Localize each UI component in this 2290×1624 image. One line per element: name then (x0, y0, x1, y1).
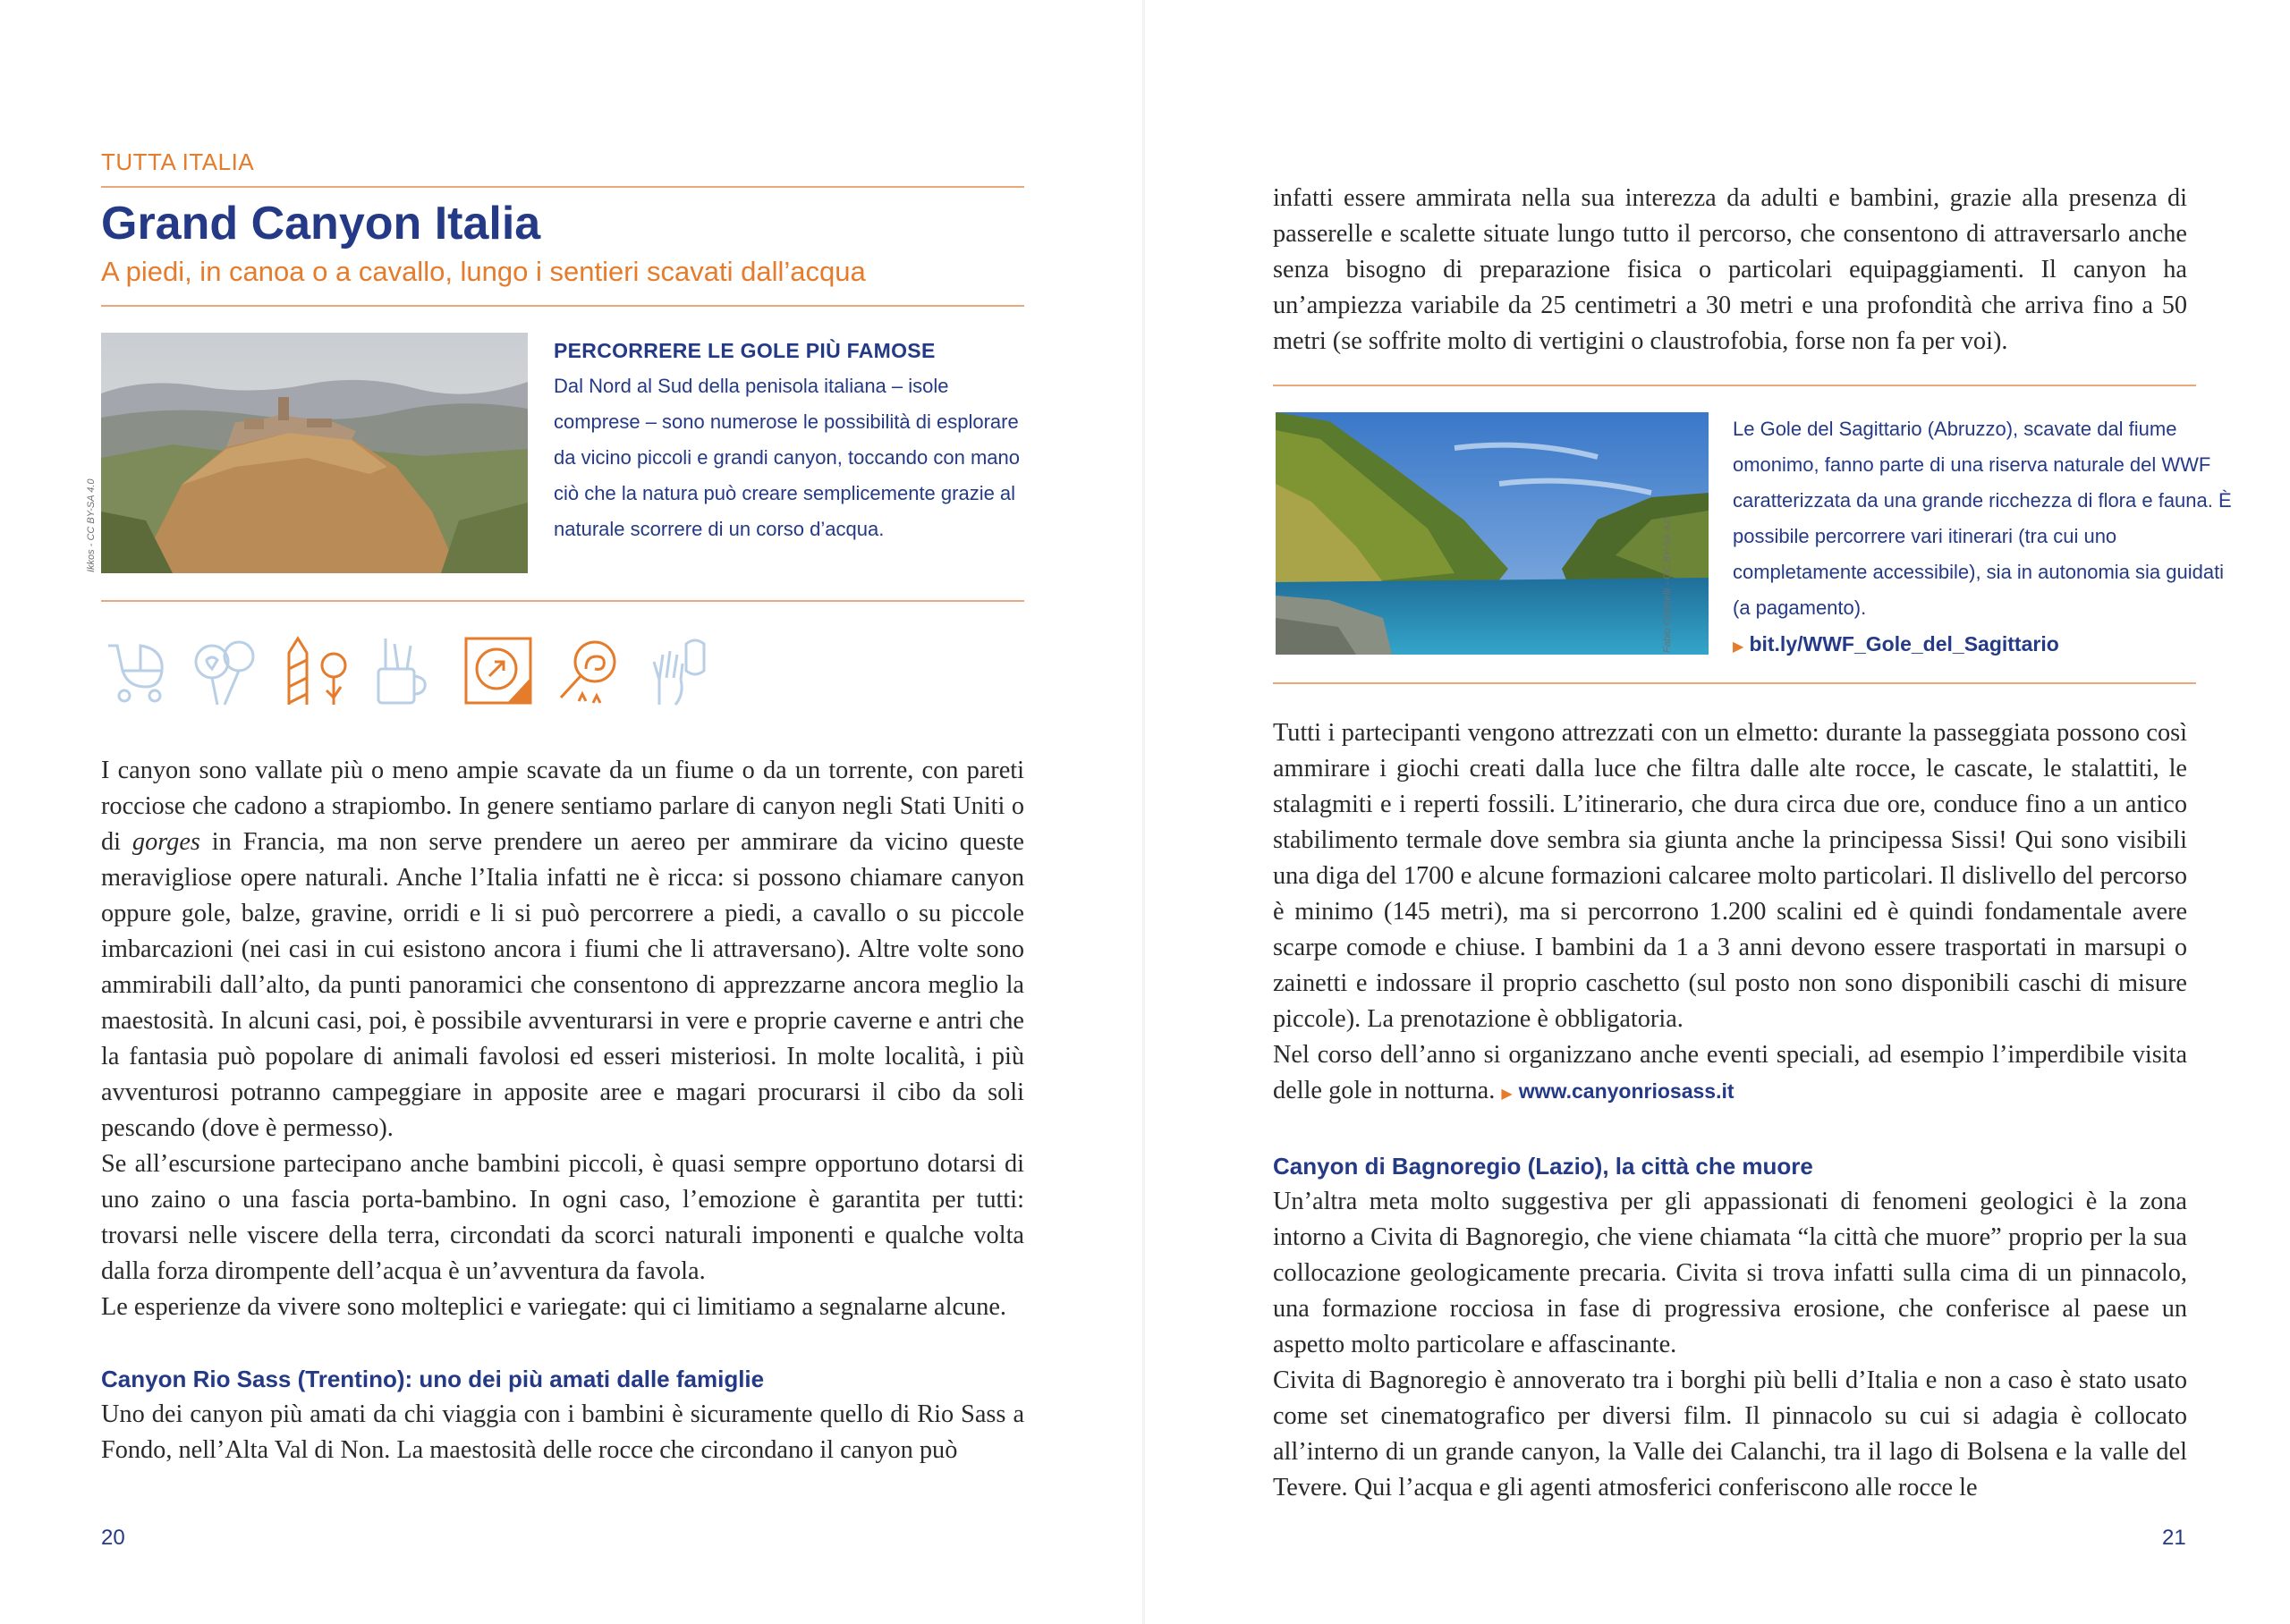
hands-icon (645, 635, 717, 706)
divider (101, 186, 1024, 188)
intro-box-text: Dal Nord al Sud della penisola italiana – isole comprese – sono numerose le possibilità di esplorare da vicino piccoli e grandi canyon, toccando con mano ciò che la natura può creare semplicemente grazie al naturale scorrere di un corso d’acqua. (554, 375, 1020, 540)
activity-icons (101, 635, 700, 706)
text-span: I canyon sono vallate più o meno ampie scavate da un fiume o da un torrente, con pareti rocciose che cadono a strapiombo. In genere sentiamo parlare di canyon negli Stati Uniti o di (101, 757, 1024, 856)
photo-credit: Fabio Ciminelli - CC BY-SA 4.0 (1662, 518, 1673, 653)
divider (1273, 682, 2196, 684)
paragraph (101, 753, 1024, 1146)
text-span: Nel corso dell’anno si organizzano anche eventi speciali, ad esempio l’imperdibile visita delle gole in notturna. (1273, 1041, 2187, 1104)
main-text (101, 753, 1024, 1468)
spacer (101, 1325, 1024, 1361)
climbing-icon (280, 635, 352, 706)
paragraph: Uno dei canyon più amati da chi viaggia con i bambini è sicuramente quello di Rio Sass a Fondo, nell’Alta Val di Non. La maestosità delle rocce che circondano il canyon può (101, 1400, 1024, 1464)
civita-photo (101, 333, 528, 573)
divider (101, 600, 1024, 602)
spacer (1273, 1112, 2187, 1148)
left-page (0, 0, 1143, 1624)
page-number: 20 (101, 1526, 125, 1550)
rio-sass-link[interactable]: www.canyonriosass.it (1518, 1079, 1734, 1103)
photo-caption (1733, 411, 2234, 665)
section-label: TUTTA ITALIA (101, 148, 255, 175)
paragraph: Le esperienze da vivere sono molteplici e variegate: qui ci limitiamo a segnalarne alcune. (101, 1293, 1006, 1321)
paragraph: Tutti i partecipanti vengono attrezzati con un elmetto: durante la passeggiata possono così ammirare i giochi creati dalla luce che filtra dalle alte rocce, le cascate, le stalattiti, le stalagmiti e i reperti fossili. L’itinerario, che dura circa due ore, conduce fino a un antico stabilimento termale dove sembra sia giunta anche la principessa Sissi! Qui sono visibili una diga del 1700 e alcune formazioni calcaree molto particolari. Il dislivello del percorso è minimo (145 metri), ma si percorrono 1.200 scalini ed è quindi fondamentale avere scarpe comode e chiuse. I bambini da 1 a 3 anni devono essere trasportati in marsupi o zainetti e indossare il proprio caschetto (sul posto non sono disponibili caschi di misure piccole). La prenotazione è obbligatoria. (1273, 719, 2187, 1033)
paragraph (1273, 1037, 2187, 1112)
paragraph: Un’altra meta molto suggestiva per gli appassionati di fenomeni geologici è la zona intorno a Civita di Bagnoregio, che viene chiamata “la città che muore” proprio per la sua collocazione geologicamente precaria. Civita si trova infatti sulla cima di un pinnacolo, una formazione rocciosa in fase di progressiva erosione, che conferisce al paese un aspetto molto particolare e affascinante. (1273, 1188, 2187, 1358)
magnifier-snail-icon (554, 635, 625, 706)
divider (101, 305, 1024, 307)
craft-tools-icon (371, 635, 443, 706)
photo-credit: Ikkos - CC BY-SA 4.0 (86, 478, 97, 572)
compass-map-icon (462, 635, 534, 706)
intro-box (554, 333, 1028, 547)
wwf-link[interactable]: bit.ly/WWF_Gole_del_Sagittario (1749, 632, 2059, 656)
caption-link-line (1733, 626, 2234, 665)
balloons-icon (189, 635, 260, 706)
caption-text: Le Gole del Sagittario (Abruzzo), scavate dal fiume omonimo, fanno parte di una riserva naturale del WWF caratterizzata da una grande ricchezza di flora e fauna. È possibile percorrere vari itinerari (tra cui uno completamente accessibile), sia in autonomia sia guidati (a pagamento). (1733, 418, 2232, 619)
right-page (1145, 0, 2290, 1624)
stroller-icon (101, 635, 173, 706)
text-span: in Francia, ma non serve prendere un aereo per ammirare da vicino queste meravigliose opere naturali. Anche l’Italia infatti ne è ricca: si possono chiamare canyon oppure gole, balze, gravine, orridi e li si può percorrere a piedi, a cavallo o su piccole imbarcazioni (nei casi in cui esistono ancora i fiumi che li attraversano). Altre volte sono ammirabili dall’alto, da punti panoramici che consentono di apprezzarne ancora meglio la maestosità. In alcuni casi, poi, è possibile avventurarsi in vere e proprie caverne e antri che la fantasia può popolare di animali favolosi ed esseri misteriosi. In molte località, i più avventurosi potranno campeggiare in apposite aree e magari procurarsi il cibo da soli pescando (dove è permesso). (101, 828, 1024, 1142)
page-subtitle: A piedi, in canoa o a cavallo, lungo i sentieri scavati dall’acqua (101, 256, 866, 287)
paragraph: Se all’escursione partecipano anche bambini piccoli, è quasi sempre opportuno dotarsi di uno zaino o una fascia porta-bambino. In ogni caso, l’emozione è garantita per tutti: trovarsi nelle viscere della terra, circondati da scorci naturali imponenti e qualche volta dalla forza dirompente dell’acqua è un’avventura da favola. (101, 1150, 1024, 1285)
main-text (1273, 715, 2187, 1506)
section-heading-bagnoregio: Canyon di Bagnoregio (Lazio), la città che muore (1273, 1153, 1813, 1180)
paragraph: infatti essere ammirata nella sua interezza da adulti e bambini, grazie alla presenza di passerelle e scalette situate lungo tutto il percorso, che consentono di attraversarlo anche senza bisogno di preparazione fisica o particolari equipaggiamenti. Il canyon ha un’ampiezza variabile da 25 centimetri a 30 metri e una profondità che arriva fino a 50 metri (se soffrite molto di vertigini o claustrofobia, forse non fa per voi). (1273, 184, 2187, 355)
page-number: 21 (2162, 1526, 2186, 1550)
intro-box-heading: PERCORRERE LE GOLE PIÙ FAMOSE (554, 339, 936, 362)
civita-illustration (101, 333, 528, 573)
arrow-icon: ▶ (1501, 1087, 1513, 1102)
divider (1273, 385, 2196, 386)
italic-term: gorges (131, 828, 200, 856)
paragraph: Civita di Bagnoregio è annoverato tra i borghi più belli d’Italia e non a caso è stato usato come set cinematografico per diversi film. Il pinnacolo su cui si adagia è collocato all’interno di un grande canyon, la Valle dei Calanchi, tra il lago di Bolsena e la valle del Tevere. Qui l’acqua e gli agenti atmosferici conferiscono alle rocce le (1273, 1366, 2187, 1501)
arrow-icon: ▶ (1733, 639, 1744, 655)
sagittario-photo (1276, 412, 1709, 655)
page-title: Grand Canyon Italia (101, 198, 541, 250)
section-heading-rio-sass: Canyon Rio Sass (Trentino): uno dei più amati dalle famiglie (101, 1366, 765, 1392)
gorge-illustration (1276, 412, 1709, 655)
continued-text (1273, 181, 2187, 359)
